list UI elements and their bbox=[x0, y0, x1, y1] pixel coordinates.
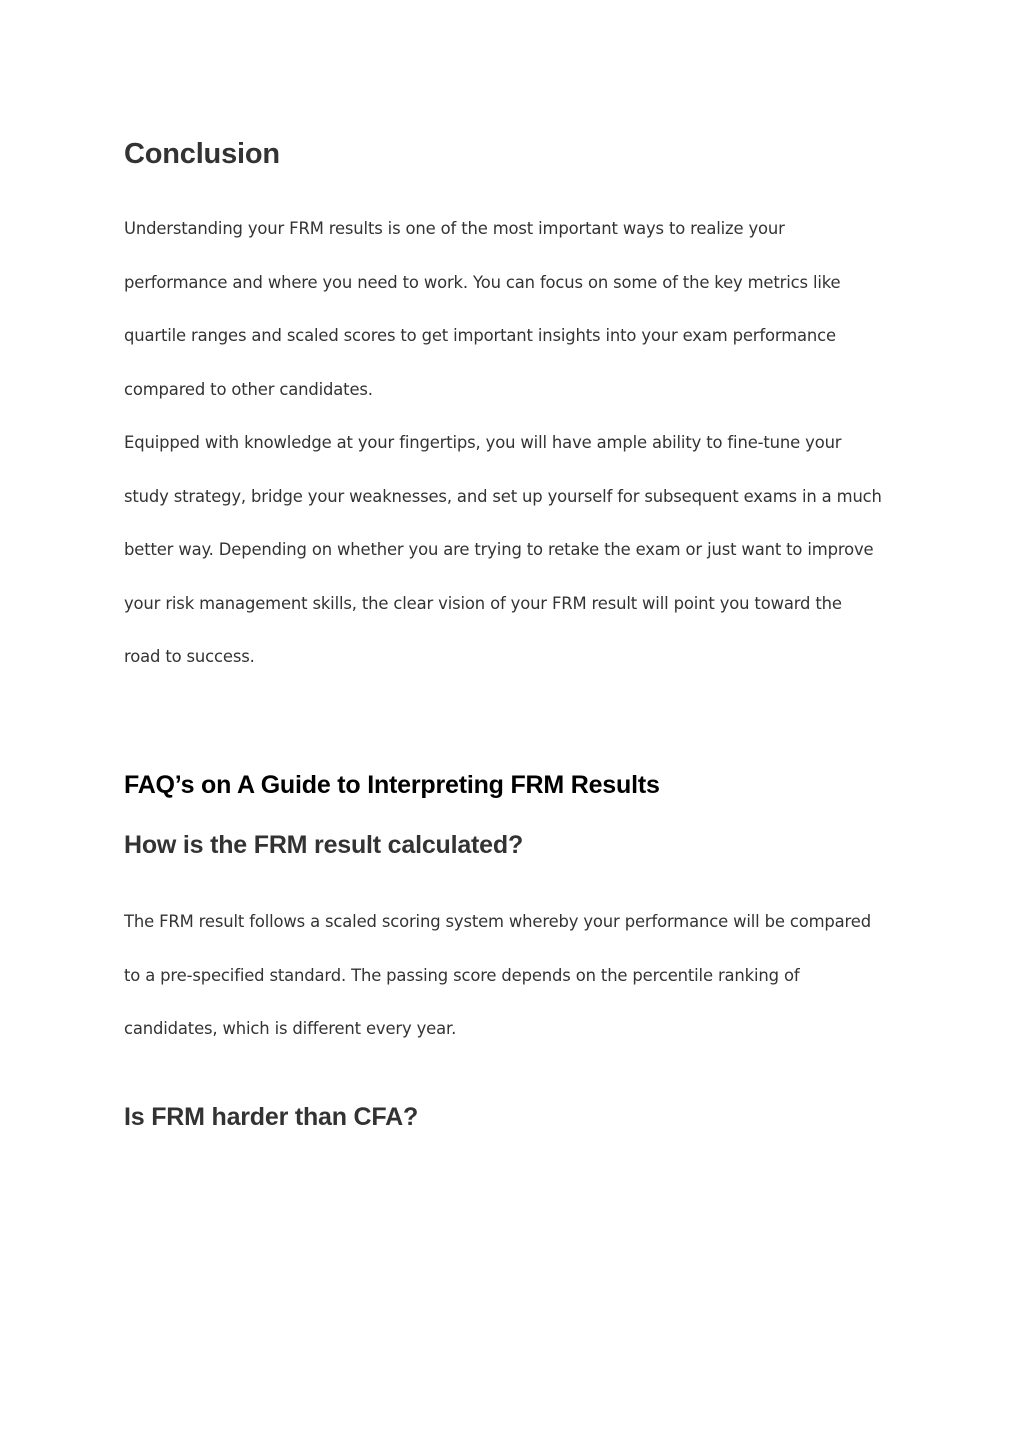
paragraph-line: to a pre-specified standard. The passing score depends on the percentile ranking of bbox=[124, 965, 800, 985]
paragraph-line: road to success. bbox=[124, 647, 255, 666]
paragraph-line: your risk management skills, the clear vision of your FRM result will point you toward the bbox=[124, 593, 842, 613]
conclusion-paragraph-2 bbox=[124, 416, 914, 684]
paragraph-line: better way. Depending on whether you are trying to retake the exam or just want to improve bbox=[124, 540, 874, 559]
paragraph-line: Understanding your FRM results is one of the most important ways to realize your bbox=[124, 219, 785, 238]
paragraph-line: Equipped with knowledge at your fingertips, you will have ample ability to fine-tune your bbox=[124, 433, 842, 452]
faq-heading: FAQ’s on A Guide to Interpreting FRM Results bbox=[124, 771, 660, 799]
paragraph-line: The FRM result follows a scaled scoring system whereby your performance will be compared bbox=[124, 912, 871, 931]
paragraph-line: candidates, which is different every year. bbox=[124, 1019, 457, 1038]
faq-question-1: How is the FRM result calculated? bbox=[124, 831, 524, 859]
paragraph-line: quartile ranges and scaled scores to get important insights into your exam performance bbox=[124, 326, 836, 345]
faq-answer-1 bbox=[124, 895, 914, 1056]
paragraph-line: compared to other candidates. bbox=[124, 379, 373, 399]
faq-question-2: Is FRM harder than CFA? bbox=[124, 1103, 419, 1131]
conclusion-heading: Conclusion bbox=[124, 138, 280, 170]
paragraph-line: study strategy, bridge your weaknesses, and set up yourself for subsequent exams in a much bbox=[124, 486, 882, 506]
conclusion-paragraph-1 bbox=[124, 202, 914, 416]
paragraph-line: performance and where you need to work. You can focus on some of the key metrics like bbox=[124, 272, 841, 292]
